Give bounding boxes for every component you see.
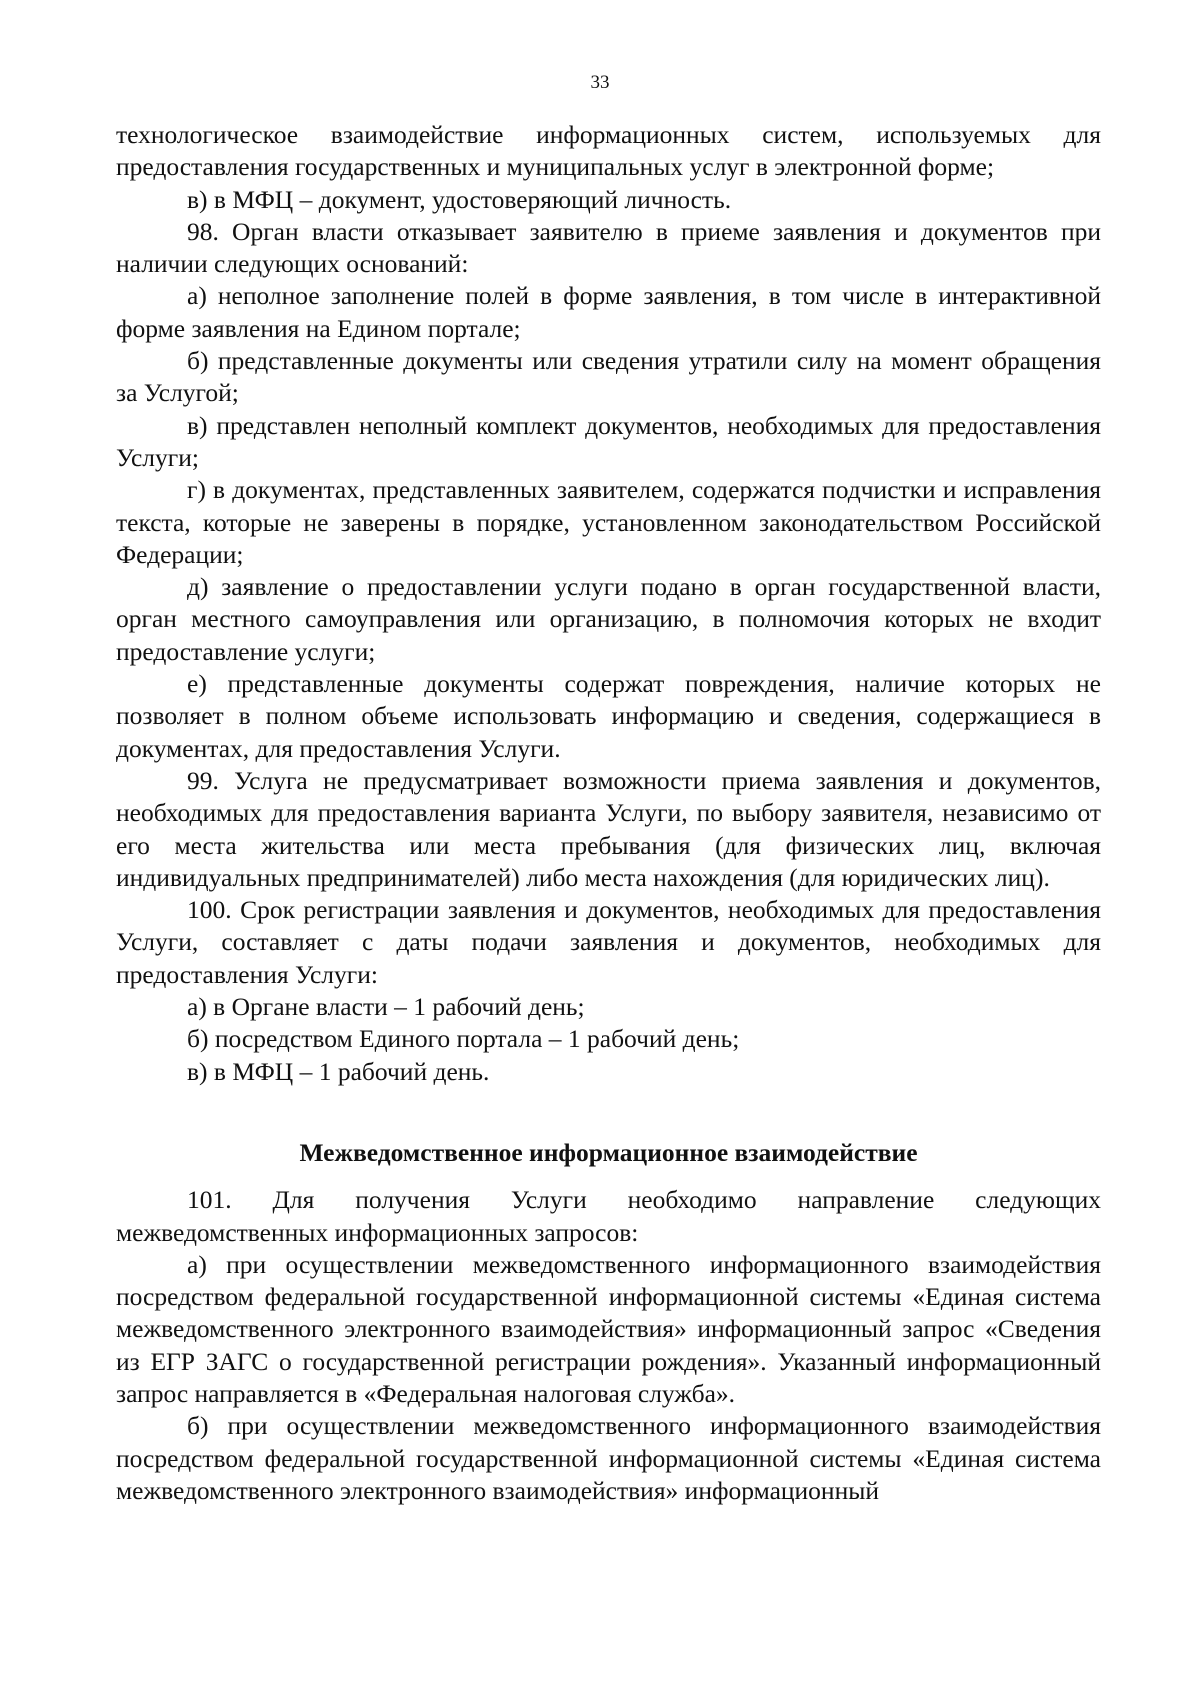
paragraph: б) посредством Единого портала – 1 рабочий день; [187, 1024, 740, 1054]
paragraph: 100. Срок регистрации заявления и документов, необходимых для предоставления Услуги, составляет с даты подачи заявления и документов, необходимых для предоставления Услуги: [116, 895, 1101, 989]
paragraph: в) в МФЦ – 1 рабочий день. [187, 1056, 490, 1086]
paragraph: в) представлен неполный комплект документов, необходимых для предоставления Услуги; [116, 410, 1101, 472]
section-heading: Межведомственное информационное взаимодействие [299, 1137, 918, 1167]
paragraph: 101. Для получения Услуги необходимо направление следующих межведомственных информационных запросов: [116, 1185, 1101, 1247]
paragraph: в) в МФЦ – документ, удостоверяющий личность. [187, 184, 732, 214]
paragraph: а) в Органе власти – 1 рабочий день; [187, 992, 585, 1022]
paragraph: г) в документах, представленных заявителем, содержатся подчистки и исправления текста, которые не заверены в порядке, установленном законодательством Российской Федерации; [116, 475, 1101, 569]
paragraph: е) представленные документы содержат повреждения, наличие которых не позволяет в полном объеме использовать информацию и сведения, содержащиеся в документах, для предоставления Услуги. [116, 669, 1101, 763]
document-body [116, 119, 1101, 1507]
paragraph: а) при осуществлении межведомственного информационного взаимодействия посредством федеральной государственной информационной системы «Единая система межведомственного электронного взаимодействия» информационный запрос «Сведения из ЕГР ЗАГС о государственной регистрации рождения». Указанный информационный запрос направляется в «Федеральная налоговая служба». [116, 1249, 1101, 1408]
paragraph: технологическое взаимодействие информационных систем, используемых для предоставления государственных и муниципальных услуг в электронной форме; [116, 120, 1101, 182]
paragraph: б) при осуществлении межведомственного информационного взаимодействия посредством федеральной государственной информационной системы «Единая система межведомственного электронного взаимодействия» информационный [116, 1411, 1101, 1505]
paragraph: д) заявление о предоставлении услуги подано в орган государственной власти, орган местного самоуправления или организацию, в полномочия которых не входит предоставление услуги; [116, 572, 1101, 666]
paragraph: б) представленные документы или сведения утратили силу на момент обращения за Услугой; [116, 346, 1101, 408]
paragraph: 99. Услуга не предусматривает возможности приема заявления и документов, необходимых для предоставления варианта Услуги, по выбору заявителя, независимо от его места жительства или места пребывания (для физических лиц, включая индивидуальных предпринимателей) либо места нахождения (для юридических лиц). [116, 765, 1101, 892]
paragraph: 98. Орган власти отказывает заявителю в приеме заявления и документов при наличии следующих оснований: [116, 216, 1101, 279]
page-number: 33 [590, 72, 610, 93]
paragraph: а) неполное заполнение полей в форме заявления, в том числе в интерактивной форме заявления на Едином портале; [116, 281, 1101, 343]
